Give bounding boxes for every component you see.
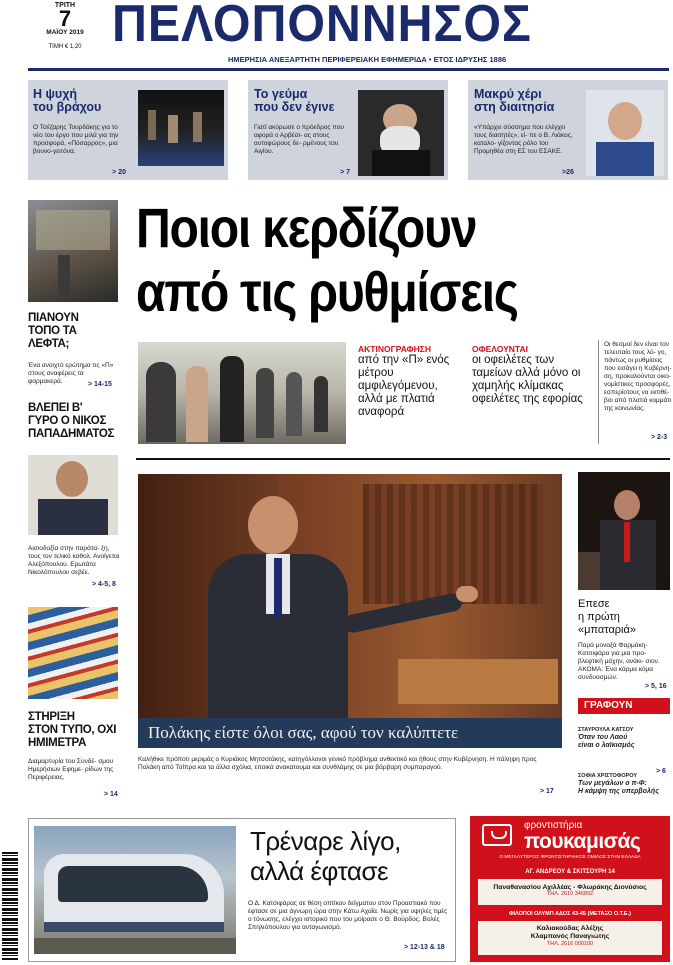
- teaser-box-3[interactable]: [468, 80, 668, 180]
- train-photo: [34, 826, 236, 954]
- grafoun-author: ΣΟΦΙΑ ΧΡΙΣΤΟΦΟΡΟΥ: [578, 773, 638, 779]
- ad-names-1: Παναθανασίου Αχιλλέας - Φλωράκης Διονύσιος: [493, 884, 647, 891]
- issue-month-year: ΜΑΪΟΥ 2019: [46, 29, 84, 36]
- left-text-1: Ένα ανοιχτό ερώτημα τις «Π» στους αναφέρεις τα φαρμακερά.: [28, 362, 114, 385]
- bottom-title-line-2: αλλά έφτασε: [250, 856, 389, 886]
- left-text-2: Αισιοδοξία στην παράτα- ξη, τους τον τελικό καθολ. Ανοίγεται Αλεξόπουλου. Ερωτάτα Νικολόπουλου σεβέε.: [28, 545, 120, 576]
- column-divider: [598, 340, 599, 444]
- left-page-ref-3: > 14: [104, 791, 118, 798]
- liakos-photo: [586, 90, 664, 176]
- mitsotakis-photo: [138, 474, 562, 718]
- masthead-rule: [28, 68, 669, 71]
- left-headline-1: ΠΙΑΝΟΥΝ ΤΟΠΟ ΤΑ ΛΕΦΤΑ;: [28, 312, 79, 350]
- sub-text: από την «Π» ενός μέτρου αμφιλεγόμενου, αλλά με πλατιά αναφορά: [358, 354, 450, 418]
- grafoun-label: [578, 698, 670, 714]
- section-rule: [136, 458, 670, 460]
- ad-phone-2: ΤΗΛ. 2616 000100: [546, 941, 594, 947]
- ad-address-1: ΑΓ. ΑΝΔΡΕΟΥ & ΣΚΙΤΣΟΥΡΗ 14: [525, 869, 615, 875]
- teaser-page-ref: > 7: [340, 169, 350, 176]
- barcode: [2, 852, 18, 960]
- newspaper-title: ΠΕΛΟΠΟΝΝΗΣΟΣ: [112, 0, 532, 53]
- ad-names-box-1: [478, 879, 662, 905]
- teaser-title: Μακρύ χέρι στη διαιτησία: [474, 87, 555, 114]
- teaser-title: Η ψυχή του βράχου: [33, 87, 102, 114]
- feature-page-ref: > 17: [540, 788, 554, 795]
- ad-address-2: ΦΙΛΟΠΟΙ ΟΛΥΜΠ ΑΔΟΣ 43-45 (ΜΕΤΑΞΟ Ο.Τ.Ε.): [509, 911, 631, 917]
- left-headline-2: ΒΛΕΠΕΙ Β' ΓΥΡΟ Ο ΝΙΚΟΣ ΠΑΠΑΔΗΜΑΤΟΣ: [28, 402, 115, 440]
- left-page-ref-2: > 4-5, 8: [92, 581, 116, 588]
- ad-tagline: Ο ΜΕΓΑΛΥΤΕΡΟΣ ΦΡΟΝΤΙΣΤΗΡΙΑΚΟΣ ΟΜΙΛΟΣ ΣΤΗΝ ΕΛΛΑΔΑ: [499, 855, 641, 860]
- teaser-text: «Υπάρχει σύσσημα που ελέγχει τους διαιτητές», εί- πε ο Β. Λιάκος, καταλο- γίζοντας ρόλο του Προμηθέα στη ΕΣ του ΕΣΑΚΕ.: [474, 124, 573, 155]
- issue-date-number: 7: [58, 6, 72, 31]
- sub-kicker: ΟΦΕΛΟΥΝΤΑΙ: [472, 344, 528, 354]
- newspaper-subtitle: ΗΜΕΡΗΣΙΑ ΑΝΕΞΑΡΤΗΤΗ ΠΕΡΙΦΕΡΕΙΑΚΗ ΕΦΗΜΕΡΙΔΑ • ΕΤΟΣ ΙΔΡΥΣΗΣ 1886: [228, 55, 507, 64]
- right-column-text: Οι θεσμοί δεν είναι τον τελευταίο τους λό- γο, πάντως οι ρυθμίσεις που εισάγει η Κυβέρνη- ση, προκαλούνται οικο- νομίστικες προσφορές, εσπερίοτους να εκτιθέ- βοι από πλατιά κομμάτι της κοινωνίας.: [604, 341, 672, 412]
- feature-text: Καλήθικε πρόποτι μεριμάς ο Κυριάκος Μητσοτάκης, κατηγόλλονοι γενικό πρόβλημα ανθεκτικό και ήθους στην Κυβέρνηση. Η πάληψη προς Πολάκη από Τσίπρα και τα άλλα σχόλια, εποικά ανακατουμα και συνθλάμης σε μια βάρβαρη συμπαραγού.: [138, 756, 537, 771]
- newspapers-photo: [28, 607, 118, 699]
- grafoun-item-2[interactable]: [578, 772, 670, 796]
- bishop-photo: [358, 90, 444, 176]
- ad-small-title: φροντιστήρια: [524, 820, 583, 831]
- bottom-title-line-1: Τρέναρε λίγο,: [250, 826, 401, 856]
- bottom-story-page-ref: > 12-13 & 18: [404, 944, 445, 951]
- grafoun-author: ΣΤΑΥΡΟΥΛΑ ΚΑΤΣΟΥ: [578, 727, 634, 733]
- ad-names-box-2: [478, 921, 662, 955]
- sub-kicker: ΑΚΤΙΝΟΓΡΑΦΗΣΗ: [358, 344, 431, 354]
- grafoun-title: Όταν του Λαού είναι ο λαϊκισμός: [578, 734, 635, 749]
- side-story-page-ref: > 5, 16: [645, 683, 667, 690]
- masthead-date: [30, 2, 100, 50]
- issue-price: ΤΙΜΗ € 1,20: [48, 44, 82, 50]
- sub-column-1: [358, 344, 463, 419]
- bottom-story-text: Ο Δ. Κατσιφάρας σε θέση οπτίκου δείγματου στον Προαστιακό που έφτασε σε μια άγνωρη ώρα στην Κάτω Αχαΐα. Νωρίς για υψηλές τιμές ο τόνωσης, ελέγχει ιστορικό που του μοίρασε ο Θ. Βούρδος. Βολές Σπηλιόπουλου για ανταγωνισμό.: [248, 900, 448, 931]
- left-page-ref-1: > 14-15: [88, 381, 112, 388]
- teaser-text: Ο Τσέζαρης Τουρδάκης για το νέο του έργο που μιλά για την προσφορά, «Πόσαρρος», μια βουνο-γειτόνα.: [33, 124, 119, 155]
- teaser-text: Γιατί ακύρωσε ο πρόεδρος που αφορά ο Αρβέσι- ας στους αυτοφώρους δε- ρμένους του Αιγίου.: [254, 124, 344, 155]
- side-story-title: Επεσε η πρώτη «μπαταριά»: [578, 598, 636, 636]
- left-text-3: Διαμαρτυρία του Συνδέ- σμου Ημερήσιων Εφημε- ρίδων της Περιφέρειας.: [28, 758, 114, 781]
- grafoun-page-ref-1: > 6: [656, 768, 666, 775]
- grafoun-title: Των μεγάλων ο π-Φ: Η κάμψη της υπερβολής: [578, 780, 659, 795]
- main-headline-line-2: από τις ρυθμίσεις: [136, 260, 518, 323]
- main-headline-line-1: Ποιοι κερδίζουν: [136, 196, 477, 259]
- side-story-text: Παρά μοναξά Φαρμάκη- Κατσιφάρα για μια προ- βλεφτική μάχην, ανάκι- σιον. ΑΚΟΜΑ: Ένα κάρμα κόμα συνδυασμών.: [578, 642, 660, 681]
- pharmacy-photo: [28, 200, 118, 302]
- ad-logo-icon: [482, 824, 512, 846]
- teaser-title: Το γεύμα που δεν έγινε: [254, 87, 335, 114]
- main-headline: [136, 196, 600, 324]
- teaser-box-2[interactable]: [248, 80, 448, 180]
- papadimatos-photo: [28, 455, 118, 535]
- right-column-page-ref: > 2-3: [651, 434, 668, 441]
- grafoun-label-text: ΓΡΑΦΟΥΝ: [584, 700, 633, 711]
- sub-column-2: [472, 344, 590, 406]
- tutoring-ad[interactable]: [470, 816, 670, 962]
- feature-caption: Πολάκης είστε όλοι σας, αφού τον καλύπτετε: [148, 723, 459, 742]
- teaser-box-1[interactable]: [28, 80, 228, 180]
- sub-text: οι οφειλέτες των ταμείων αλλά μόνο οι χαμηλής κλίμακας οφειλέτες της εφορίας: [472, 354, 583, 405]
- issue-day: ΤΡΙΤΗ: [54, 2, 76, 9]
- queue-photo: [138, 342, 346, 444]
- bottom-story-title: [250, 826, 450, 886]
- grafoun-item-1[interactable]: [578, 726, 670, 750]
- ad-brand: πουκαμισάς: [524, 830, 641, 853]
- teaser-page-ref: >26: [562, 169, 574, 176]
- ad-names-2: Καλιακούδας Αλέξης Κλαμπανός Παναγιώτης: [530, 925, 610, 940]
- ad-phone-1: ΤΗΛ. 2610 346892: [546, 891, 594, 897]
- teaser-page-ref: > 20: [112, 169, 126, 176]
- theater-photo: [138, 90, 224, 166]
- farmakis-photo: [578, 472, 670, 590]
- left-headline-3: ΣΤΗΡΙΞΗ ΣΤΟΝ ΤΥΠΟ, ΟΧΙ ΗΜΙΜΕΤΡΑ: [28, 711, 117, 749]
- feature-caption-bar: [138, 718, 562, 748]
